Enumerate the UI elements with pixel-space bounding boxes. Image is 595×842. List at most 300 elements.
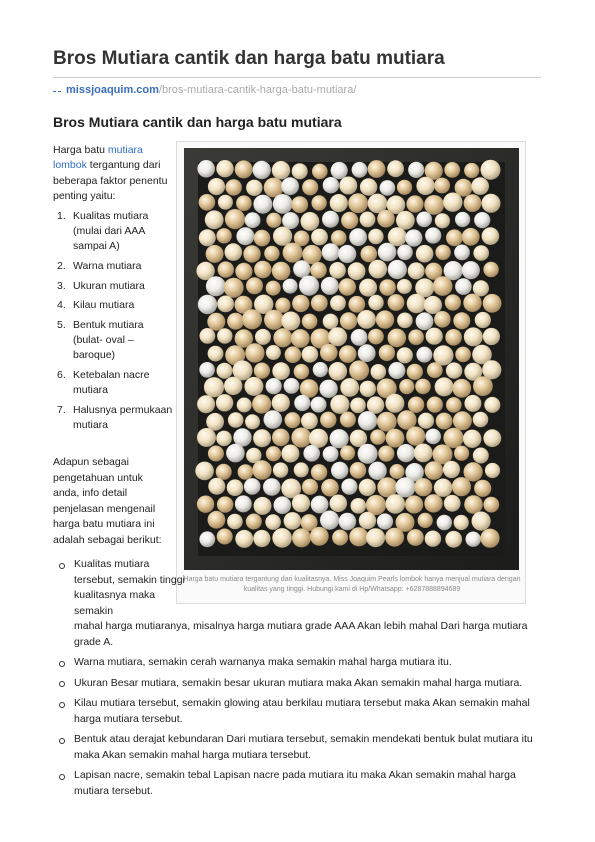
pearl — [414, 478, 432, 496]
intro-suffix: tergantung dari beberapa faktor penentu penting yaitu: — [53, 159, 168, 203]
pearl — [330, 395, 349, 414]
pearl — [455, 278, 472, 295]
list-text-top: Kualitas mutiara tersebut, semakin tinggi kualitasnya maka semakin — [74, 558, 185, 617]
pearl — [376, 310, 394, 328]
pearl — [281, 445, 299, 463]
pearl — [425, 227, 441, 243]
pearl — [281, 177, 299, 195]
pearl — [349, 360, 369, 380]
info-paragraph: Adapun sebagai pengetahuan untuk anda, info detail penjelasan mengenail harga batu mutiara ini adalah sebagai berikut: — [53, 456, 162, 546]
pearl — [426, 328, 443, 345]
pearl — [407, 529, 424, 546]
pearl — [197, 428, 216, 447]
pearl — [395, 477, 415, 497]
pearl — [340, 378, 359, 397]
pearl — [226, 179, 242, 195]
pearl — [377, 513, 393, 529]
pearl — [330, 495, 348, 513]
pearl — [236, 195, 252, 211]
list-number: 2. — [57, 260, 66, 272]
pearl — [254, 230, 271, 247]
list-text: Kualitas mutiara (mulai dari AAA sampai A) — [73, 210, 149, 253]
pearl — [273, 462, 288, 477]
pearls-image — [184, 148, 519, 570]
pearl — [235, 263, 252, 280]
pearl — [424, 494, 442, 512]
pearl — [273, 227, 292, 246]
pearl — [405, 495, 423, 513]
list-number: 1. — [57, 210, 66, 222]
pearl — [366, 528, 385, 547]
pearl — [435, 377, 454, 396]
pearl — [463, 430, 481, 448]
pearl — [281, 312, 300, 331]
pearl — [378, 243, 397, 262]
pearl — [397, 347, 413, 363]
pearl — [379, 279, 396, 296]
pearl — [243, 245, 260, 262]
pearl — [454, 515, 469, 530]
pearl — [284, 512, 302, 530]
pearl — [272, 528, 292, 548]
pearl — [198, 295, 217, 314]
pearl — [453, 312, 470, 329]
pearl — [407, 364, 423, 380]
pearl — [272, 161, 290, 179]
pearl — [416, 245, 434, 263]
pearl — [205, 210, 224, 229]
pearl — [377, 412, 397, 432]
pearl — [207, 313, 225, 331]
pearl — [444, 495, 461, 512]
list-number: 4. — [57, 299, 66, 312]
pearl — [418, 513, 433, 528]
pearl — [388, 329, 407, 348]
factor-list — [53, 209, 175, 437]
pearl — [310, 527, 329, 546]
pearl — [252, 460, 271, 479]
pearl — [483, 429, 501, 447]
pearl — [416, 177, 434, 195]
pearl — [416, 212, 432, 228]
pearl — [311, 295, 328, 312]
link-lombok[interactable]: lombok — [53, 159, 87, 172]
pearl — [350, 462, 367, 479]
pearl — [435, 213, 450, 228]
pearl — [264, 410, 283, 429]
pearl — [303, 445, 320, 462]
pearl — [443, 428, 463, 448]
pearl — [292, 494, 310, 512]
pearl — [329, 262, 346, 279]
pearl — [348, 193, 368, 213]
pearl — [358, 344, 376, 362]
pearl — [321, 479, 339, 497]
pearl — [331, 162, 348, 179]
list-number: 6. — [57, 368, 66, 381]
pearl — [446, 397, 462, 413]
pearl — [264, 310, 284, 330]
pearl — [415, 379, 431, 395]
pearl — [425, 429, 441, 445]
pearl — [483, 497, 499, 513]
pearl — [322, 243, 340, 261]
pearl — [245, 414, 260, 429]
pearl — [224, 377, 242, 395]
pearl — [310, 262, 326, 278]
pearl — [416, 347, 432, 363]
pearl — [464, 327, 483, 346]
pearl — [464, 495, 483, 514]
pearl — [311, 195, 326, 210]
list-item: Bentuk atau derajat kebundaran Dari mutiara tersebut, semakin mendekati bentuk bulat mutiara itu maka Akan semakin mahal harga mutiara tersebut. — [53, 732, 533, 763]
pearl — [294, 462, 309, 477]
pearl — [311, 229, 328, 246]
pearl — [380, 180, 396, 196]
pearl — [302, 479, 318, 495]
pearl — [242, 309, 262, 329]
pearl — [225, 243, 243, 261]
pearl — [291, 329, 310, 348]
pearl — [385, 528, 404, 547]
pearl — [368, 329, 384, 345]
pearl — [436, 413, 453, 430]
list-text: Ketebalan nacre mutiara — [73, 368, 150, 396]
pearl — [217, 529, 233, 545]
pearl — [266, 345, 281, 360]
pearl — [323, 446, 339, 462]
pearl — [272, 429, 290, 447]
pearl — [473, 280, 489, 296]
pearl — [452, 477, 471, 496]
pearl — [266, 378, 282, 394]
pearl — [302, 314, 318, 330]
pearl — [368, 229, 383, 244]
pearl — [208, 178, 225, 195]
section-heading: Bros Mutiara cantik dan harga batu mutiara — [53, 114, 342, 130]
source-url[interactable] — [53, 84, 356, 96]
list-text: Warna mutiara — [73, 260, 142, 272]
pearl — [199, 229, 216, 246]
list-item — [53, 403, 175, 433]
detail-list — [53, 557, 533, 804]
pearl — [360, 212, 376, 228]
pearl — [408, 162, 424, 178]
pearl — [349, 228, 367, 246]
pearl — [246, 514, 262, 530]
pearl — [238, 464, 254, 480]
pearl — [206, 245, 224, 263]
pearl — [386, 429, 405, 448]
pearl — [454, 446, 469, 461]
intro-paragraph — [53, 143, 171, 205]
pearl — [473, 412, 489, 428]
pearl — [208, 511, 226, 529]
pearl — [200, 328, 216, 344]
pearl — [253, 195, 272, 214]
pearl — [350, 398, 366, 414]
pearl — [396, 211, 415, 230]
pearl — [359, 512, 376, 529]
pearl — [302, 346, 319, 363]
pearl — [272, 394, 290, 412]
pearl — [266, 213, 281, 228]
pearl — [434, 479, 452, 497]
pearl — [485, 463, 500, 478]
pearl — [227, 514, 243, 530]
pearl — [284, 378, 300, 394]
pearl — [462, 261, 480, 279]
pearl — [340, 412, 356, 428]
pearl — [253, 429, 271, 447]
pearl — [319, 380, 337, 398]
pearl — [397, 444, 415, 462]
pearl — [472, 512, 491, 531]
pearl — [349, 527, 368, 546]
pearl — [206, 276, 226, 296]
pearl — [199, 362, 215, 378]
pearl — [483, 328, 500, 345]
pearl — [358, 411, 377, 430]
pearl — [321, 277, 339, 295]
pearl — [462, 228, 480, 246]
pearl — [446, 362, 462, 378]
source-path[interactable]: /bros-mutiara-cantik-harga-batu-mutiara/ — [158, 84, 357, 96]
pearl — [285, 346, 302, 363]
pearl — [446, 229, 463, 246]
pearl — [453, 411, 472, 430]
pearl — [323, 314, 339, 330]
list-item — [53, 318, 175, 364]
pearl — [338, 245, 356, 263]
pearl — [434, 311, 451, 328]
pearl — [274, 496, 292, 514]
pearl — [217, 328, 232, 343]
list-item — [53, 298, 175, 313]
pearl — [330, 429, 349, 448]
pearl — [328, 327, 347, 346]
pearl — [455, 347, 471, 363]
pearl — [452, 379, 471, 398]
pearl — [425, 531, 441, 547]
pearl — [464, 163, 479, 178]
pearl — [482, 194, 501, 213]
pearl — [255, 329, 271, 345]
pearl — [301, 212, 320, 231]
pearl — [244, 377, 263, 396]
pearl — [323, 177, 339, 193]
pearl — [416, 312, 434, 330]
pearl — [351, 329, 368, 346]
pearl — [414, 444, 433, 463]
pearl — [369, 260, 388, 279]
list-text: Kilau mutiara — [73, 299, 135, 312]
pearl — [405, 229, 422, 246]
pearl — [266, 446, 281, 461]
pearl — [386, 494, 406, 514]
pearl — [351, 498, 367, 514]
pearl — [291, 196, 308, 213]
pearl — [311, 464, 327, 480]
pearl — [348, 296, 365, 313]
pearl — [341, 479, 357, 495]
pearl — [445, 294, 461, 310]
pearl — [481, 160, 501, 180]
pearl — [474, 212, 490, 228]
pearl — [473, 245, 489, 261]
pearl — [226, 444, 245, 463]
pearl — [302, 179, 318, 195]
pearl — [312, 164, 328, 180]
pearl — [272, 262, 291, 281]
pearl — [244, 478, 261, 495]
pearl — [379, 345, 395, 361]
pearl — [408, 329, 424, 345]
pearl — [340, 445, 355, 460]
pearl — [204, 377, 224, 397]
pearl — [443, 461, 460, 478]
pearl — [224, 278, 244, 298]
pearl — [464, 395, 481, 412]
pearl — [266, 281, 281, 296]
list-text-rest: mahal harga mutiaranya, misalnya harga mutiara grade AAA Akan lebih mahal Dari harga mutiara grade A. — [74, 620, 528, 648]
pearl — [320, 344, 338, 362]
pearl — [199, 194, 216, 211]
pearl — [217, 363, 233, 379]
pearl — [466, 532, 481, 547]
pearl — [433, 276, 453, 296]
pearl — [471, 177, 489, 195]
pearl — [294, 395, 310, 411]
pearl — [208, 446, 224, 462]
link-mutiara[interactable]: mutiara — [107, 144, 143, 156]
list-item: Ukuran Besar mutiara, semakin besar ukuran mutiara maka Akan semakin mahal harga mutiara. — [53, 676, 533, 692]
pearl — [330, 194, 348, 212]
pearl — [263, 478, 281, 496]
list-number: 5. — [57, 318, 66, 331]
pearl — [294, 364, 309, 379]
pearl — [370, 429, 385, 444]
pearl — [397, 245, 413, 261]
pearl — [292, 528, 311, 547]
pearl — [361, 246, 378, 263]
pearl — [311, 397, 327, 413]
pearl — [463, 294, 481, 312]
pearl — [418, 413, 434, 429]
pearl — [434, 178, 450, 194]
pearl — [359, 479, 376, 496]
pearl — [292, 163, 308, 179]
list-number: 7. — [57, 403, 66, 416]
pearl — [208, 346, 224, 362]
pearl — [208, 478, 225, 495]
pearl — [285, 412, 301, 428]
pearl — [445, 531, 462, 548]
pearl — [427, 397, 443, 413]
pearl — [464, 194, 482, 212]
pearl — [301, 413, 318, 430]
pearl — [340, 312, 357, 329]
list-item — [53, 368, 175, 398]
pearl — [388, 362, 405, 379]
pearl — [339, 278, 356, 295]
list-item — [53, 209, 175, 255]
pearl — [473, 448, 489, 464]
pearl — [227, 313, 244, 330]
pearl — [339, 177, 357, 195]
pearl — [320, 412, 336, 428]
pearl — [320, 511, 339, 530]
pearl — [427, 362, 443, 378]
pearl — [252, 394, 271, 413]
pearl — [360, 178, 377, 195]
pearl — [236, 227, 254, 245]
pearl — [330, 295, 346, 311]
pearl — [217, 296, 234, 313]
pearl — [246, 277, 263, 294]
pearl — [408, 397, 424, 413]
pearl — [483, 262, 498, 277]
pearl — [388, 260, 407, 279]
pearl — [331, 462, 348, 479]
pearl — [245, 343, 264, 362]
pearl — [443, 193, 462, 212]
pearl — [358, 444, 378, 464]
pearl — [216, 431, 232, 447]
pearl — [283, 243, 303, 263]
figure-caption: Harga batu mutiara tergantung dari kualitasnya. Miss Joaquim Pearls lombok hanya menjual mutiara dengan kualitas yang tinggi. Hubungi kami di Hp/Whatsapp: +6287888894689 — [183, 576, 521, 593]
list-number: 3. — [57, 279, 66, 292]
pearl — [273, 328, 292, 347]
pearl — [283, 279, 298, 294]
list-item — [53, 259, 175, 274]
pearl — [282, 212, 299, 229]
pearl — [197, 160, 215, 178]
pearl — [455, 212, 470, 227]
pearl — [197, 395, 215, 413]
pearl — [397, 279, 412, 294]
pearl — [264, 246, 279, 261]
pearl — [216, 228, 231, 243]
pearl — [484, 397, 500, 413]
source-domain[interactable]: missjoaquim.com — [66, 84, 159, 96]
pearl — [235, 530, 253, 548]
pearl — [293, 260, 310, 277]
pearl — [475, 312, 491, 328]
pearl — [235, 160, 253, 178]
pearl — [291, 428, 311, 448]
pearl — [473, 376, 493, 396]
pearl — [407, 294, 426, 313]
pearl — [368, 295, 383, 310]
pearl — [329, 362, 348, 381]
pearl — [368, 160, 386, 178]
title-divider — [53, 77, 541, 78]
list-item: Warna mutiara, semakin cerah warnanya maka semakin mahal harga mutiara itu. — [53, 655, 533, 671]
pearl — [216, 160, 233, 177]
pearl — [254, 261, 272, 279]
pearl — [397, 313, 413, 329]
pearl — [331, 230, 347, 246]
pearl — [313, 362, 328, 377]
pearl — [227, 479, 244, 496]
pearl — [228, 412, 244, 428]
list-text: Halusnya permukaan mutiara — [73, 403, 173, 431]
pearl — [406, 427, 425, 446]
list-item — [53, 279, 175, 294]
pearl — [197, 496, 214, 513]
pearl — [371, 364, 387, 380]
